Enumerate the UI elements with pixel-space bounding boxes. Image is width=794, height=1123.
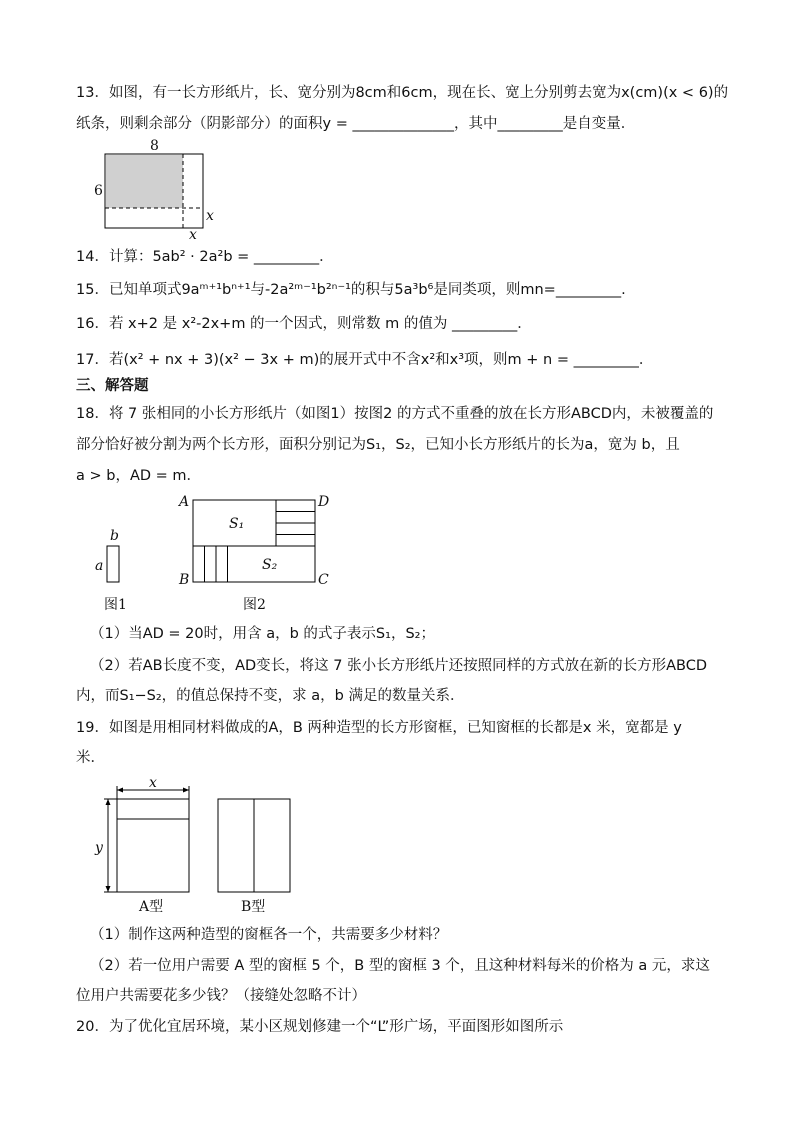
- section-heading: 三、解答题: [76, 378, 149, 394]
- q13-label-top: 8: [150, 138, 159, 154]
- q19-line1: 19．如图是用相同材料做成的A，B 两种造型的长方形窗框，已知窗框的长都是x 米，宽都是 y: [76, 720, 682, 736]
- q19-part1: （1）制作这两种造型的窗框各一个，共需要多少材料？: [90, 927, 448, 943]
- q13-label-bottom: x: [189, 227, 197, 243]
- q18-part2b: 内，而S₁−S₂，的值总保持不变，求 a，b 满足的数量关系．: [76, 688, 465, 704]
- q18-fig2-S1: S₁: [229, 516, 245, 532]
- q18-fig2-C: C: [318, 572, 329, 588]
- q18-fig2-A: A: [179, 494, 190, 510]
- q18-part1: （1）当AD = 20时，用含 a，b 的式子表示S₁，S₂；: [90, 626, 435, 642]
- q18-part2a: （2）若AB长度不变，AD变长，将这 7 张小长方形纸片还按照同样的方式放在新的长方形ABCD: [90, 658, 708, 674]
- q16: 16．若 x+2 是 x²-2x+m 的一个因式，则常数 m 的值为 _________．: [76, 316, 532, 332]
- q18-fig2-D: D: [318, 494, 330, 510]
- q20: 20．为了优化宜居环境，某小区规划修建一个“L”形广场，平面图形如图所示: [76, 1019, 564, 1035]
- q18-fig1-b: b: [110, 528, 119, 544]
- q18-figure1: [107, 546, 119, 582]
- q19-part2a: （2）若一位用户需要 A 型的窗框 5 个，B 型的窗框 3 个，且这种材料每米的价格为 a 元，求这: [90, 958, 710, 974]
- q19-caption-B: B型: [241, 899, 266, 915]
- q18-line1: 18．将 7 张相同的小长方形纸片（如图1）按图2 的方式不重叠的放在长方形ABCD内，未被覆盖的: [76, 406, 714, 422]
- q18-caption2: 图2: [243, 597, 266, 613]
- shaded-region: [106, 155, 183, 208]
- q13-line2: 纸条，则剩余部分（阴影部分）的面积y = ______________，其中_________是自变量．: [76, 116, 636, 132]
- q19-label-x: x: [149, 775, 157, 791]
- q19-figureA: [104, 786, 189, 892]
- q13-label-left: 6: [94, 183, 103, 199]
- q18-fig2-S2: S₂: [262, 557, 278, 573]
- q17: 17．若(x² + nx + 3)(x² − 3x + m)的展开式中不含x²和x³项，则m + n = _________．: [76, 352, 654, 368]
- q19-part2b: 位用户共需要花多少钱？（接缝处忽略不计）: [76, 988, 366, 1004]
- q13-figure: [105, 154, 203, 228]
- q18-fig1-a: a: [95, 558, 104, 574]
- q13-label-right: x: [206, 208, 214, 224]
- q19-line2: 米．: [76, 750, 105, 766]
- q15: 15．已知单项式9aᵐ⁺¹bⁿ⁺¹与-2a²ᵐ⁻¹b²ⁿ⁻¹的积与5a³b⁶是同类项，则mn=_________.: [76, 282, 626, 298]
- q19-caption-A: A型: [139, 899, 164, 915]
- q14: 14．计算：5ab² · 2a²b = _________．: [76, 249, 334, 265]
- q18-line2: 部分恰好被分割为两个长方形，面积分别记为S₁，S₂，已知小长方形纸片的长为a，宽为 b，且: [76, 437, 680, 453]
- q18-line3: a > b，AD = m．: [76, 468, 202, 484]
- q18-fig2-B: B: [179, 572, 190, 588]
- q18-figure2: [193, 500, 315, 582]
- q13-line1: 13．如图，有一长方形纸片，长、宽分别为8cm和6cm，现在长、宽上分别剪去宽为x(cm)(x < 6)的: [76, 85, 729, 101]
- q19-figureB: [218, 799, 290, 892]
- q18-caption1: 图1: [104, 597, 127, 613]
- q19-label-y: y: [95, 840, 103, 856]
